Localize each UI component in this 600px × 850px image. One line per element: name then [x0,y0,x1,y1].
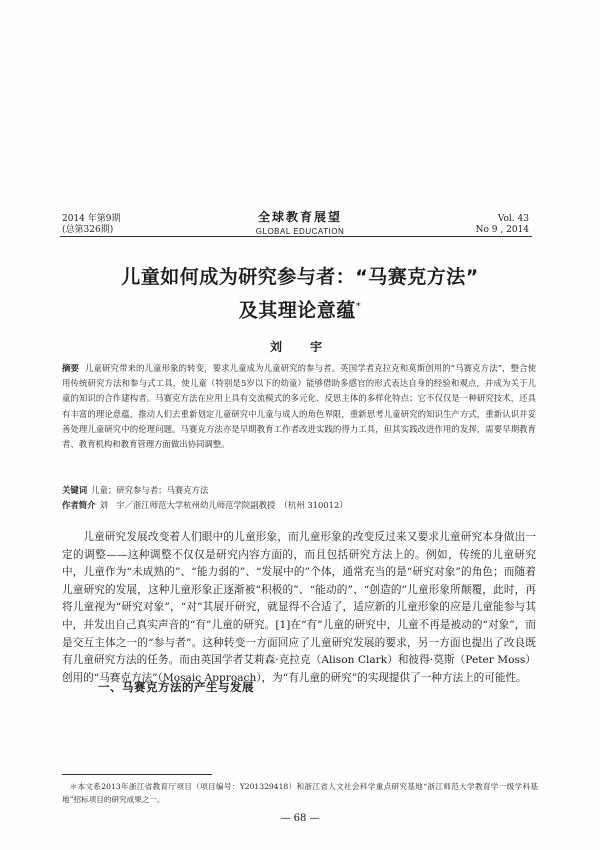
author-bio [62,498,536,512]
keywords-text: 儿童；研究参与者；马赛克方法 [91,485,209,495]
page-number: — 68 — [280,813,320,824]
title-line-2 [0,292,600,325]
author-name: 刘 宇 [269,340,330,354]
volume-info [476,214,529,236]
abstract-label: 摘要 [62,363,80,373]
journal-name-cn: 全球教育展望 [257,210,342,224]
journal-name-en: GLOBAL EDUCATION [255,227,345,236]
keywords [62,483,536,497]
author-bio-text: 刘 宇／浙江师范大学杭州幼儿师范学院副教授 （杭州 310012） [99,500,348,510]
title-line-2-text: 及其理论意蕴 [238,299,356,322]
header-divider [60,236,532,237]
section-heading: 一、马赛克方法的产生与发展 [98,680,254,694]
article-title [0,262,600,325]
title-footnote-mark: * [355,301,362,312]
footnote-divider [62,774,212,775]
issue-total: (总第326期) [62,225,114,235]
abstract-text: 儿童研究带来的儿童形象的转变，要求儿童成为儿童研究的参与者。英国学者克拉克和莫斯创用的“马赛克方法”，整合使用传统研究方法和参与式工具，使儿童（特别是5岁以下的幼童）能够借助多感官的形式表达自身的经验和观点，并成为关于儿童的知识的合作建构者。马赛克方法在应用上具有交流模式的多元化、反思主体的多样化特点；它不仅仅是一种研究技术，还具有丰富的理论意蕴，推动人们去重新划定儿童研究中儿童与成人的角色界限，重新思考儿童研究的知识生产方式，重新认识并妥善处理儿童研究中的伦理问题。马赛克方法亦是早期教育工作者改进实践的得力工具，但其实践改进作用的发挥，需要早期教育者、教育机构和教育管理方面做出协同调整。 [62,363,537,450]
title-line-1: 儿童如何成为研究参与者：“马赛克方法” [121,266,479,288]
keywords-label: 关键词 [62,485,88,495]
number: No 9 , 2014 [475,225,529,235]
footnote: ＊本文系2013年浙江省教育厅项目（项目编号：Y201329418）和浙江省人文社会科学重点研究基地“浙江师范大学教育学一级学科基地”招标项目的研究成果之一。 [62,782,538,804]
author-bio-label: 作者简介 [62,500,96,510]
abstract [62,361,536,452]
volume: Vol. 43 [497,214,529,224]
body-paragraph: 儿童研究发展改变着人们眼中的儿童形象，而儿童形象的改变反过来又要求儿童研究本身做出一定的调整——这种调整不仅仅是研究内容方面的，而且包括研究方法上的。例如，传统的儿童研究中，儿童作为“未成熟的”、“能力弱的”、“发展中的”个体，通常充当的是“研究对象”的角色；而随着儿童研究的发展，这种儿童形象正逐渐被“积极的”、“能动的”、“创造的”儿童形象所颠覆，此时，再将儿童视为“研究对象”，“对”其展开研究，就显得不合适了，适应新的儿童形象的应是儿童能参与其中，并发出自己真实声音的“有”儿童的研究。[1]在“有”儿童的研究中，儿童不再是被动的“对象”，而是交互主体之一的“参与者”。这种转变一方面回应了儿童研究发展的要求，另一方面也提出了改良既有儿童研究方法的任务。而由英国学者艾莉森·克拉克（Alison Clark）和彼得·莫斯（Peter Moss）创用的“马赛克方法”（Mosaic Approach），为“有儿童的研究”的实现提供了一种方法上的可能性。 [62,531,536,684]
issue-year: 2014 年第9期 [62,214,121,224]
